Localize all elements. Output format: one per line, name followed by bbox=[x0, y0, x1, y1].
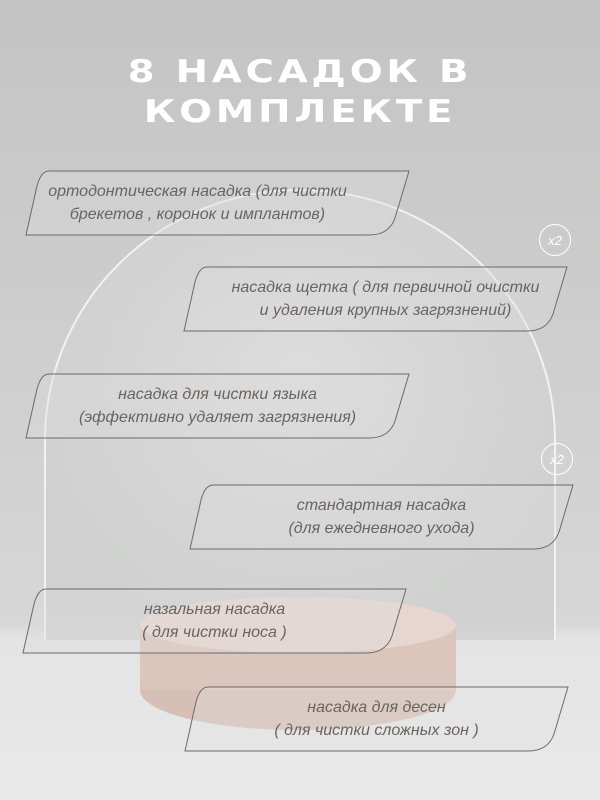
label-line-1: назальная насадка bbox=[143, 601, 286, 618]
quantity-badge: x2 bbox=[539, 224, 571, 256]
label-line-1: ортодонтическая насадка (для чистки bbox=[48, 183, 347, 200]
label-line-1: насадка для десен bbox=[307, 699, 446, 716]
attachment-label-tongue bbox=[25, 373, 410, 439]
quantity-badge: x2 bbox=[541, 443, 573, 475]
attachment-label-brush bbox=[183, 266, 568, 332]
title-line-2: КОМПЛЕКТЕ bbox=[143, 94, 457, 130]
label-line-2: ( для чистки сложных зон ) bbox=[274, 722, 479, 739]
label-line-1: насадка для чистки языка bbox=[118, 386, 317, 403]
label-line-1: стандартная насадка bbox=[296, 497, 467, 514]
label-line-2: (эффективно удаляет загрязнения) bbox=[78, 409, 357, 426]
page-title bbox=[0, 52, 600, 132]
label-line-1: насадка щетка ( для первичной очистки bbox=[231, 279, 540, 296]
attachment-label-standard bbox=[189, 484, 574, 550]
label-line-2: ( для чистки носа ) bbox=[142, 624, 287, 641]
attachment-label-nasal bbox=[22, 588, 407, 654]
label-line-2: брекетов , коронок и имплантов) bbox=[69, 206, 326, 223]
title-line-1: 8 НАСАДОК В bbox=[127, 54, 473, 90]
attachment-label-gums bbox=[184, 686, 569, 752]
label-line-2: и удаления крупных загрязнений) bbox=[259, 302, 512, 319]
label-line-2: (для ежедневного ухода) bbox=[288, 520, 475, 537]
attachment-label-orthodontic bbox=[25, 170, 410, 236]
